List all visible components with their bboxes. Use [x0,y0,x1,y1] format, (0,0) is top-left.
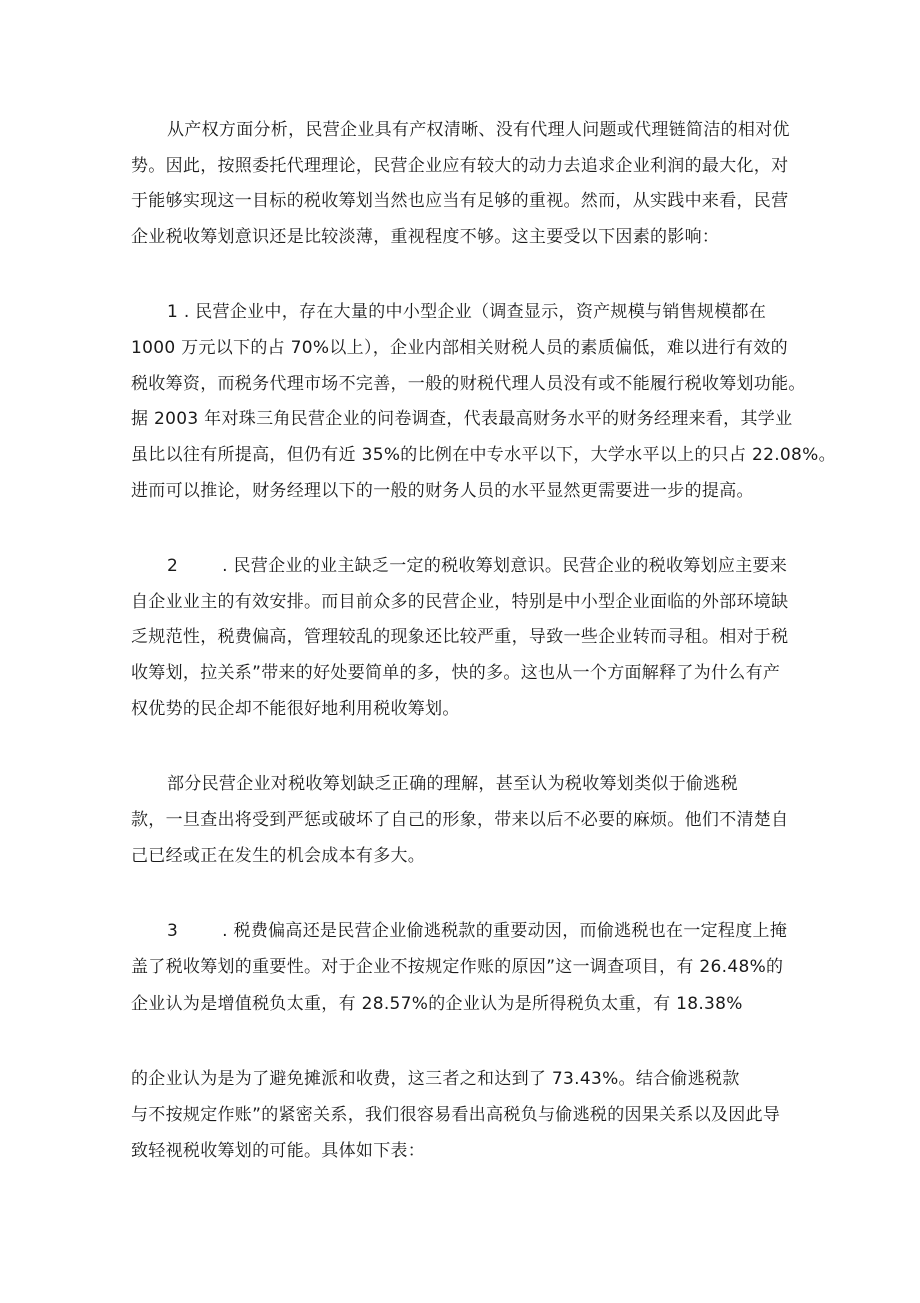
paragraph-4-line-3: 己已经或正在发生的机会成本有多大。 [131,846,426,866]
paragraph-3-line-1 [167,555,787,577]
paragraph-3-line-5: 权优势的民企却不能很好地利用税收筹划。 [131,699,460,719]
item-text: . 民营企业的业主缺乏一定的税收筹划意识。民营企业的税收筹划应主要来 [222,556,788,576]
item-number: 3 [167,921,179,941]
paragraph-3-line-3: 乏规范性，税费偏高，管理较乱的现象还比较严重，导致一些企业转而寻租。相对于税 [131,627,789,647]
paragraph-5-line-2: 盖了税收筹划的重要性。对于企业不按规定作账的原因”这一调查项目，有 26.48%的 [131,957,784,977]
paragraph-6-line-3: 致轻视税收筹划的可能。具体如下表： [131,1141,426,1161]
paragraph-2-line-1: 1 . 民营企业中，存在大量的中小型企业（调查显示，资产规模与销售规模都在 [167,302,767,322]
paragraph-3-line-4: 收筹划，拉关系”带来的好处要简单的多，快的多。这也从一个方面解释了为什么有产 [131,663,781,683]
paragraph-5-line-3: 企业认为是增值税负太重，有 28.57%的企业认为是所得税负太重，有 18.38% [131,994,743,1014]
paragraph-4-line-1: 部分民营企业对税收筹划缺乏正确的理解，甚至认为税收筹划类似于偷逃税 [167,774,738,794]
paragraph-3-line-2: 自企业业主的有效安排。而目前众多的民营企业，特别是中小型企业面临的外部环境缺 [131,592,789,612]
paragraph-2-line-4: 据 2003 年对珠三角民营企业的问卷调查，代表最高财务水平的财务经理来看，其学业 [131,409,793,429]
paragraph-2-line-6: 进而可以推论，财务经理以下的一般的财务人员的水平显然更需要进一步的提高。 [131,481,754,501]
paragraph-1-line-1: 从产权方面分析，民营企业具有产权清晰、没有代理人问题或代理链简洁的相对优 [167,120,790,140]
paragraph-1-line-4: 企业税收筹划意识还是比较淡薄，重视程度不够。这主要受以下因素的影响： [131,227,720,247]
paragraph-2-line-2: 1000 万元以下的占 70%以上），企业内部相关财税人员的素质偏低，难以进行有效的 [131,338,788,358]
paragraph-5-line-1 [167,920,787,942]
paragraph-6-line-1: 的企业认为是为了避免摊派和收费，这三者之和达到了 73.43%。结合偷逃税款 [131,1069,740,1089]
item-number: 2 [167,556,179,576]
paragraph-6-line-2: 与不按规定作账”的紧密关系，我们很容易看出高税负与偷逃税的因果关系以及因此导 [131,1105,781,1125]
item-text: . 税费偏高还是民营企业偷逃税款的重要动因，而偷逃税也在一定程度上掩 [222,921,788,941]
paragraph-1-line-3: 于能够实现这一目标的税收筹划当然也应当有足够的重视。然而，从实践中来看，民营 [131,191,789,211]
paragraph-1-line-2: 势。因此，按照委托代理理论，民营企业应有较大的动力去追求企业利润的最大化，对 [131,156,789,176]
paragraph-4-line-2: 款，一旦查出将受到严惩或破坏了自己的形象，带来以后不必要的麻烦。他们不清楚自 [131,810,789,830]
paragraph-2-line-5: 虽比以往有所提高，但仍有近 35%的比例在中专水平以下，大学水平以上的只占 22.08%。 [131,445,836,465]
paragraph-2-line-3: 税收筹资，而税务代理市场不完善，一般的财税代理人员没有或不能履行税收筹划功能。 [131,374,806,394]
